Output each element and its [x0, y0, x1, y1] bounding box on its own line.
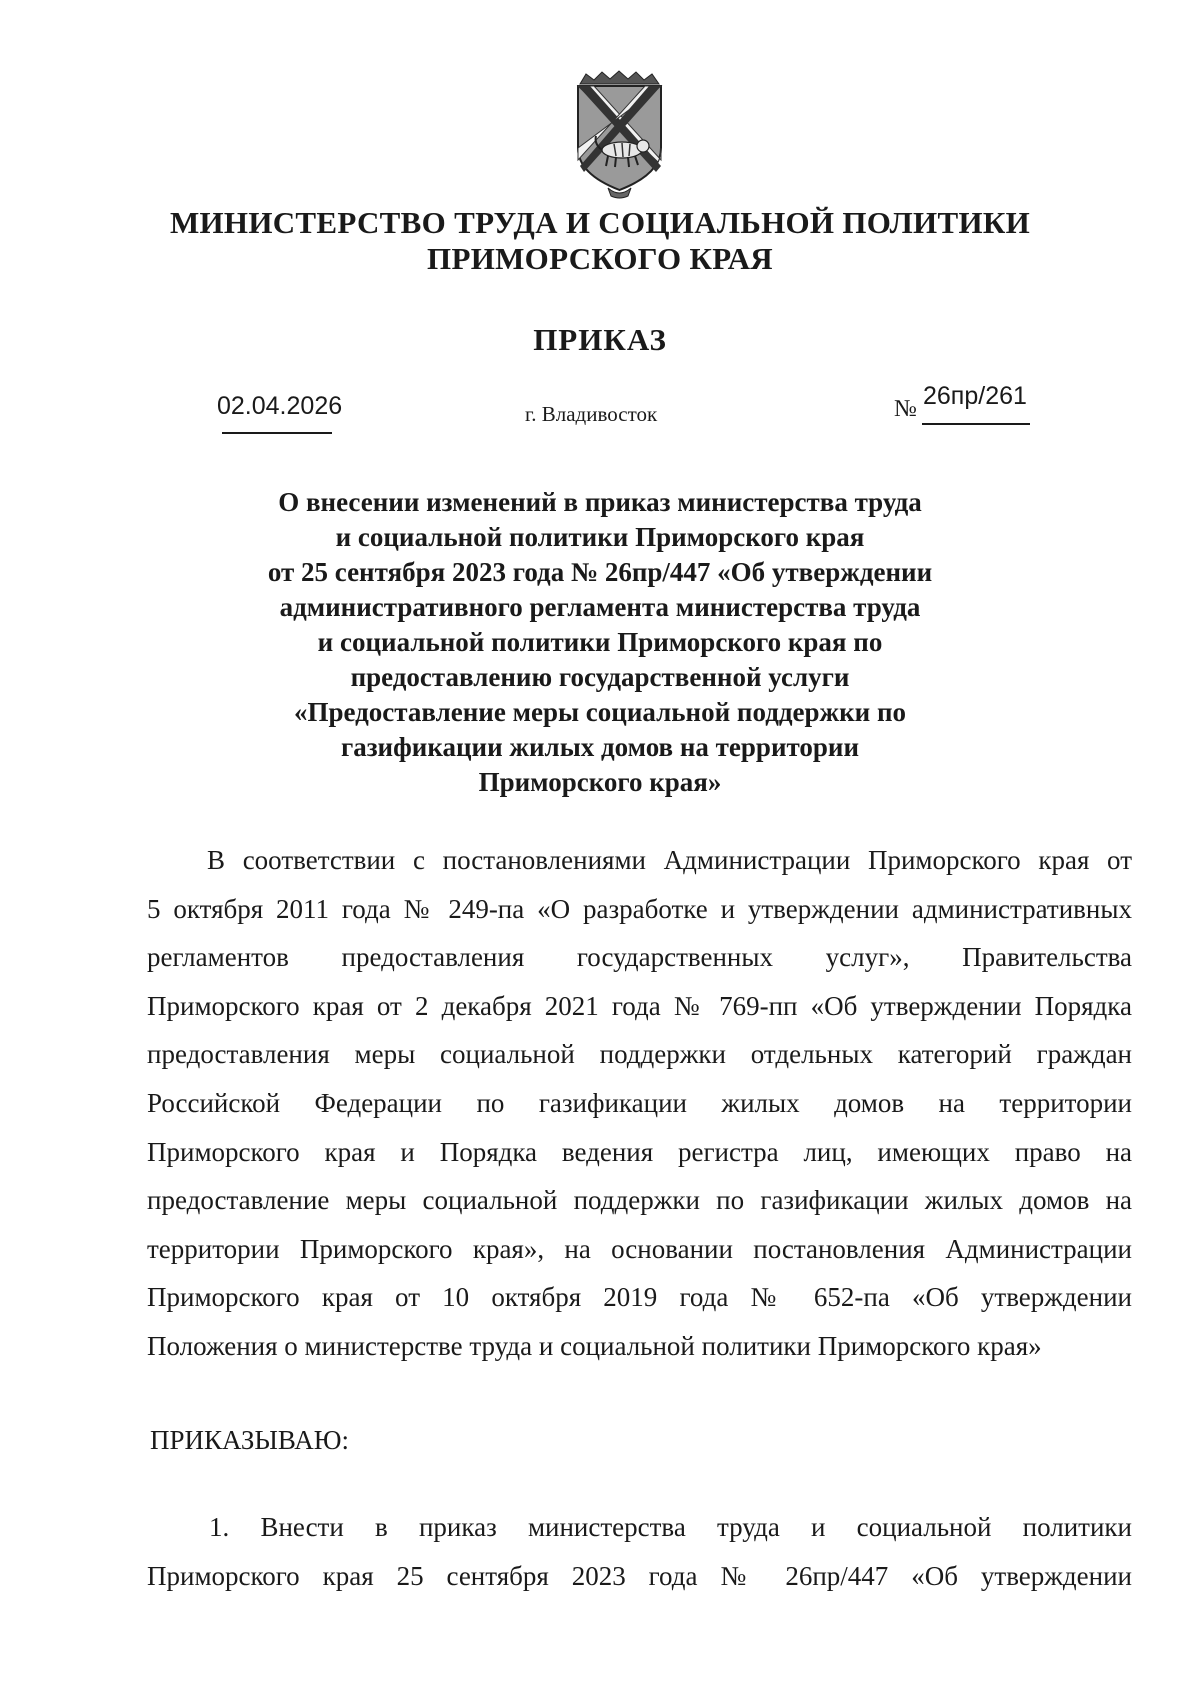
number-underline [922, 423, 1030, 425]
coat-of-arms-icon [572, 70, 667, 200]
document-subject [180, 485, 1020, 800]
subject-line: и социальной политики Приморского края по [317, 627, 883, 657]
paragraph-line: 5 октября 2011 года № 249-па «О разработке и утверждении административных [147, 893, 1132, 924]
subject-line: предоставлению государственной услуги [350, 662, 850, 692]
date-underline [222, 432, 332, 434]
subject-line: газификации жилых домов на территории [340, 732, 860, 762]
paragraph-line: территории Приморского края», на основании постановления Администрации [147, 1233, 1132, 1264]
paragraph-line: Приморского края от 10 октября 2019 года № 652-па «Об утверждении [147, 1282, 1132, 1313]
paragraph-line: Положения о министерстве труда и социальной политики Приморского края» [147, 1330, 1042, 1361]
document-number: 26пр/261 [923, 382, 1027, 410]
order-item-paragraph [147, 1503, 1132, 1600]
subject-line: Приморского края» [478, 767, 722, 797]
organization-name-line2: ПРИМОРСКОГО КРАЯ [427, 241, 773, 276]
order-directive: ПРИКАЗЫВАЮ: [150, 1425, 349, 1455]
subject-line: «Предоставление меры социальной поддержки по [293, 697, 907, 727]
subject-line: административного регламента министерства труда [279, 592, 921, 622]
subject-line: О внесении изменений в приказ министерства труда [278, 487, 922, 517]
paragraph-line: Приморского края 25 сентября 2023 года № 26пр/447 «Об утверждении [147, 1560, 1132, 1591]
subject-line: и социальной политики Приморского края [335, 522, 865, 552]
paragraph-line: регламентов предоставления государственных услуг», Правительства [147, 942, 1132, 973]
document-type: ПРИКАЗ [533, 322, 667, 357]
number-sign: № [894, 396, 917, 422]
paragraph-line: Приморского края от 2 декабря 2021 года № 769-пп «Об утверждении Порядка [147, 990, 1132, 1021]
paragraph-line: В соответствии с постановлениями Администрации Приморского края от [207, 845, 1132, 875]
paragraph-line: предоставления меры социальной поддержки отдельных категорий граждан [147, 1039, 1132, 1070]
paragraph-line: предоставление меры социальной поддержки по газификации жилых домов на [147, 1185, 1132, 1216]
subject-line: от 25 сентября 2023 года № 26пр/447 «Об утверждении [267, 557, 933, 587]
paragraph-line: Российской Федерации по газификации жилых домов на территории [147, 1087, 1132, 1118]
paragraph-line: Приморского края и Порядка ведения регистра лиц, имеющих право на [147, 1136, 1132, 1167]
document-city: г. Владивосток [525, 402, 658, 426]
document-date: 02.04.2026 [217, 392, 343, 420]
paragraph-line: 1. Внести в приказ министерства труда и социальной политики [209, 1512, 1132, 1542]
organization-name-line1: МИНИСТЕРСТВО ТРУДА И СОЦИАЛЬНОЙ ПОЛИТИКИ [169, 205, 1031, 240]
preamble-paragraph [147, 836, 1132, 1371]
